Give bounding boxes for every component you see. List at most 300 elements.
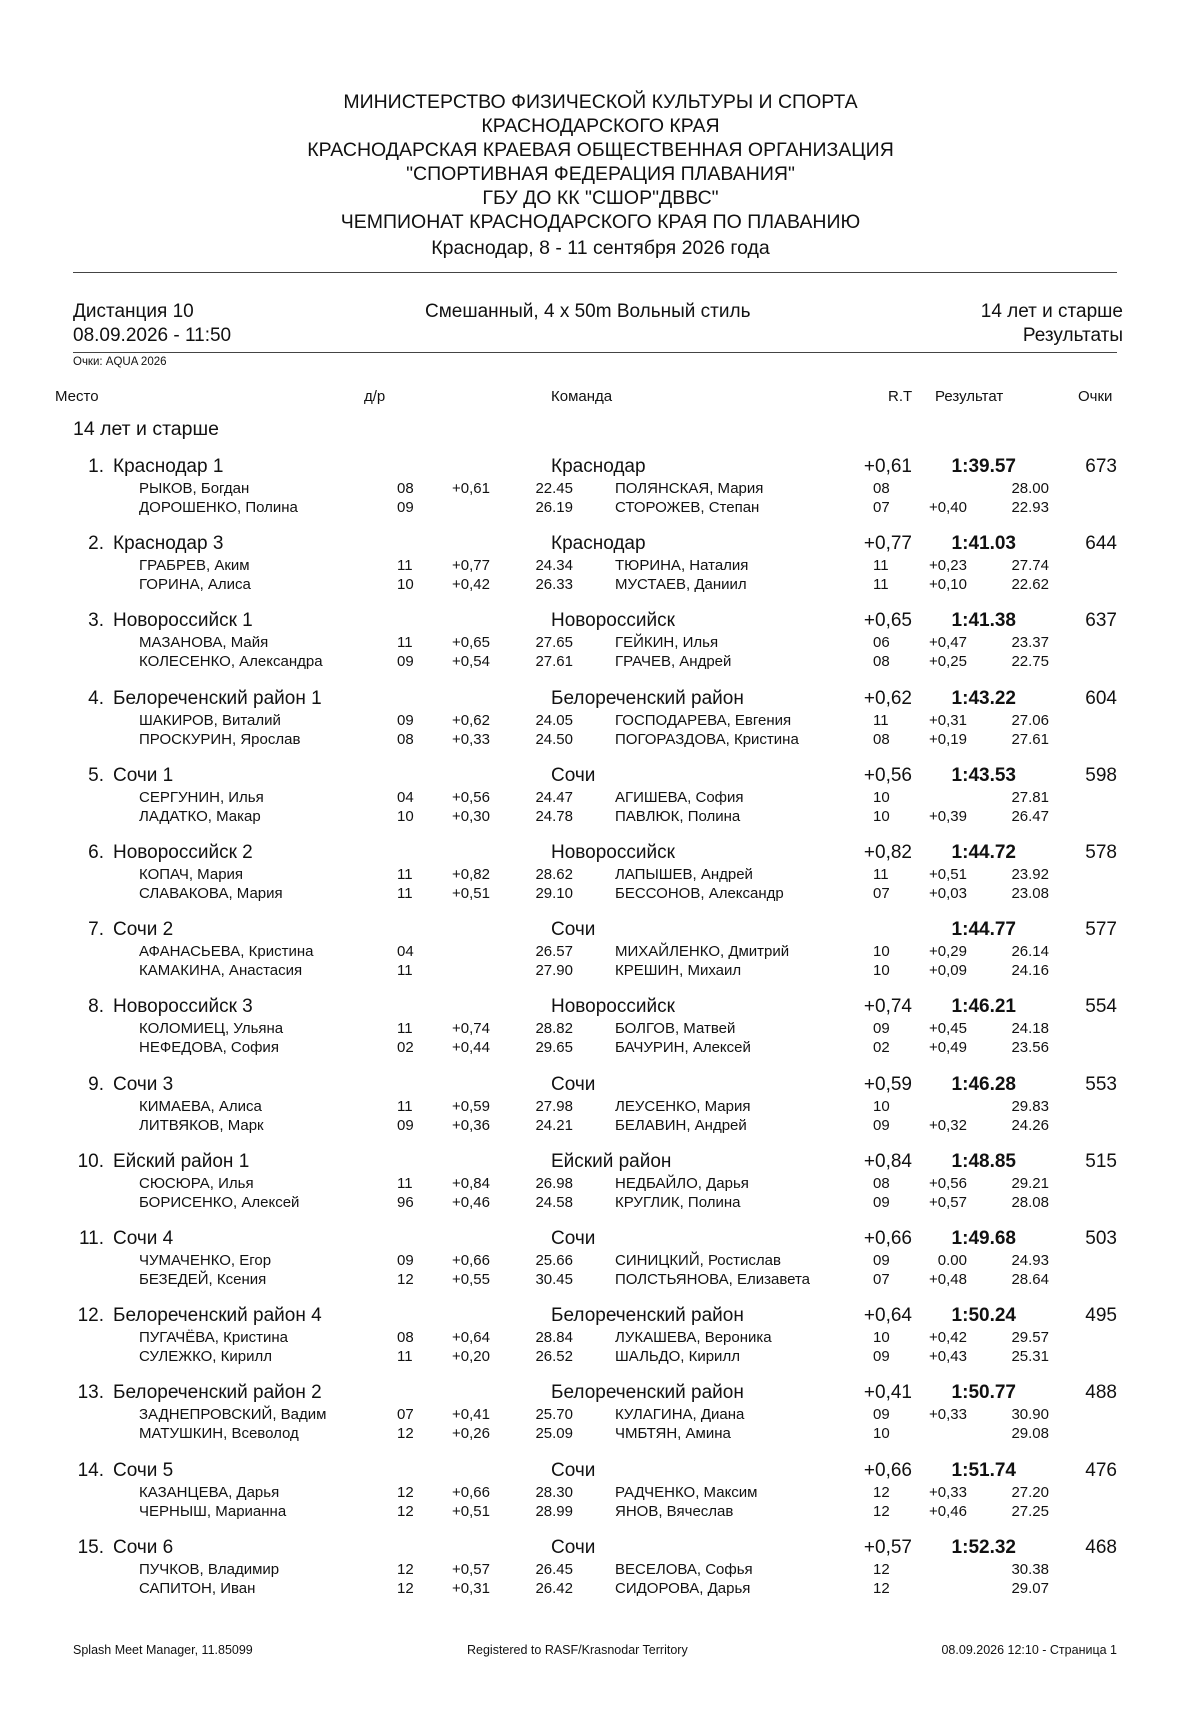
swimmer-split: 30.45 — [535, 1271, 573, 1288]
team-place: 7. — [88, 919, 104, 940]
team-result-time: 1:50.24 — [951, 1305, 1016, 1326]
team-result-time: 1:44.77 — [951, 919, 1016, 940]
team-place: 2. — [88, 533, 104, 554]
swimmer-reaction-time: 0.00 — [937, 1252, 967, 1269]
swimmer-reaction-time: +0,77 — [452, 557, 490, 574]
event-results-label: Результаты — [1022, 325, 1123, 346]
swimmer-name: ДОРОШЕНКО, Полина — [139, 499, 298, 516]
event-name: Смешанный, 4 x 50m Вольный стиль — [425, 301, 751, 322]
swimmer-birth-year: 11 — [397, 885, 413, 902]
swimmer-name: ШАЛЬДО, Кирилл — [615, 1348, 740, 1365]
team-place: 10. — [77, 1151, 104, 1172]
team-place: 5. — [88, 765, 104, 786]
team-club: Ейский район — [551, 1151, 672, 1172]
swimmer-birth-year: 08 — [873, 731, 890, 748]
swimmer-reaction-time: +0,09 — [929, 962, 967, 979]
swimmer-reaction-time: +0,32 — [929, 1117, 967, 1134]
swimmer-reaction-time: +0,39 — [929, 808, 967, 825]
swimmer-name: ЛАДАТКО, Макар — [139, 808, 261, 825]
swimmer-split: 28.99 — [535, 1503, 573, 1520]
swimmer-split: 26.14 — [1011, 943, 1049, 960]
team-points: 488 — [1085, 1382, 1117, 1403]
team-reaction-time: +0,82 — [863, 842, 912, 863]
team-result-time: 1:43.53 — [951, 765, 1016, 786]
team-result-time: 1:48.85 — [951, 1151, 1016, 1172]
event-age-group: 14 лет и старше — [980, 301, 1123, 322]
swimmer-split: 26.33 — [535, 576, 573, 593]
swimmer-split: 23.08 — [1011, 885, 1049, 902]
team-club: Новороссийск — [551, 996, 675, 1017]
swimmer-split: 28.08 — [1011, 1194, 1049, 1211]
team-reaction-time: +0,41 — [863, 1382, 912, 1403]
swimmer-birth-year: 11 — [397, 1020, 413, 1037]
team-reaction-time: +0,77 — [863, 533, 912, 554]
swimmer-birth-year: 08 — [397, 1329, 414, 1346]
swimmer-name: МУСТАЕВ, Даниил — [615, 576, 747, 593]
team-points: 644 — [1085, 533, 1117, 554]
swimmer-birth-year: 07 — [873, 885, 890, 902]
swimmer-name: ЛАПЫШЕВ, Андрей — [615, 866, 753, 883]
swimmer-birth-year: 11 — [397, 962, 413, 979]
swimmer-name: БОЛГОВ, Матвей — [615, 1020, 736, 1037]
swimmer-name: ПАВЛЮК, Полина — [615, 808, 741, 825]
swimmer-reaction-time: +0,55 — [452, 1271, 490, 1288]
swimmer-name: ЧЕРНЫШ, Марианна — [139, 1503, 287, 1520]
swimmer-split: 23.56 — [1011, 1039, 1049, 1056]
swimmer-birth-year: 09 — [873, 1020, 890, 1037]
swimmer-name: ЧМБТЯН, Амина — [615, 1425, 731, 1442]
team-club: Краснодар — [551, 533, 646, 554]
swimmer-name: ПУГАЧЁВА, Кристина — [139, 1329, 288, 1346]
team-result-time: 1:52.32 — [951, 1537, 1016, 1558]
swimmer-split: 28.64 — [1011, 1271, 1049, 1288]
swimmer-reaction-time: +0,43 — [929, 1348, 967, 1365]
swimmer-split: 24.58 — [535, 1194, 573, 1211]
swimmer-split: 28.82 — [535, 1020, 573, 1037]
team-club: Новороссийск — [551, 842, 675, 863]
team-points: 553 — [1085, 1074, 1117, 1095]
swimmer-split: 25.31 — [1011, 1348, 1049, 1365]
swimmer-split: 28.30 — [535, 1484, 573, 1501]
swimmer-name: КИМАЕВА, Алиса — [139, 1098, 262, 1115]
swimmer-birth-year: 09 — [873, 1194, 890, 1211]
team-club: Сочи — [551, 765, 596, 786]
team-place: 12. — [77, 1305, 104, 1326]
swimmer-split: 29.57 — [1011, 1329, 1049, 1346]
team-club: Сочи — [551, 1074, 596, 1095]
team-reaction-time: +0,66 — [863, 1460, 912, 1481]
swimmer-name: БАЧУРИН, Алексей — [615, 1039, 751, 1056]
swimmer-birth-year: 12 — [397, 1503, 414, 1520]
swimmer-birth-year: 10 — [397, 576, 414, 593]
swimmer-split: 28.00 — [1011, 480, 1049, 497]
swimmer-split: 24.21 — [535, 1117, 573, 1134]
swimmer-split: 23.37 — [1011, 634, 1049, 651]
swimmer-split: 24.34 — [535, 557, 573, 574]
swimmer-name: БЕЗЕДЕЙ, Ксения — [139, 1271, 267, 1288]
swimmer-name: ГЕЙКИН, Илья — [615, 634, 719, 651]
team-name: Ейский район 1 — [113, 1151, 250, 1172]
swimmer-birth-year: 09 — [873, 1117, 890, 1134]
swimmer-reaction-time: +0,45 — [929, 1020, 967, 1037]
col-rt: R.T — [888, 388, 913, 405]
swimmer-split: 27.65 — [535, 634, 573, 651]
swimmer-name: СИНИЦКИЙ, Ростислав — [615, 1252, 781, 1269]
team-name: Сочи 4 — [113, 1228, 174, 1249]
swimmer-birth-year: 07 — [873, 499, 890, 516]
swimmer-reaction-time: +0,42 — [452, 576, 490, 593]
team-reaction-time: +0,56 — [863, 765, 912, 786]
swimmer-birth-year: 12 — [873, 1561, 890, 1578]
team-points: 578 — [1085, 842, 1117, 863]
swimmer-name: РАДЧЕНКО, Максим — [615, 1484, 758, 1501]
swimmer-birth-year: 11 — [397, 634, 413, 651]
swimmer-name: АГИШЕВА, София — [615, 789, 744, 806]
swimmer-split: 24.93 — [1011, 1252, 1049, 1269]
swimmer-reaction-time: +0,66 — [452, 1484, 490, 1501]
swimmer-name: КОПАЧ, Мария — [139, 866, 244, 883]
swimmer-reaction-time: +0,74 — [452, 1020, 490, 1037]
footer-software: Splash Meet Manager, 11.85099 — [73, 1643, 253, 1657]
swimmer-reaction-time: +0,42 — [929, 1329, 967, 1346]
swimmer-birth-year: 09 — [397, 712, 414, 729]
swimmer-name: ЯНОВ, Вячеслав — [615, 1503, 734, 1520]
swimmer-birth-year: 11 — [873, 576, 889, 593]
swimmer-split: 29.08 — [1011, 1425, 1049, 1442]
footer-registered: Registered to RASF/Krasnodar Territory — [467, 1643, 688, 1657]
swimmer-birth-year: 11 — [873, 712, 889, 729]
swimmer-name: ГРАБРЕВ, Аким — [139, 557, 250, 574]
team-club: Новороссийск — [551, 610, 675, 631]
swimmer-name: ВЕСЕЛОВА, Софья — [615, 1561, 753, 1578]
header-line-5: ГБУ ДО КК "СШОР"ДВВС" — [482, 187, 719, 209]
team-reaction-time: +0,64 — [863, 1305, 912, 1326]
team-result-time: 1:49.68 — [951, 1228, 1016, 1249]
swimmer-name: НЕДБАЙЛО, Дарья — [615, 1175, 749, 1192]
swimmer-name: ЧУМАЧЕНКО, Егор — [139, 1252, 272, 1269]
team-points: 604 — [1085, 688, 1117, 709]
swimmer-reaction-time: +0,40 — [929, 499, 967, 516]
team-place: 1. — [88, 456, 104, 477]
swimmer-split: 29.21 — [1011, 1175, 1049, 1192]
swimmer-name: МИХАЙЛЕНКО, Дмитрий — [615, 943, 790, 960]
swimmer-reaction-time: +0,54 — [452, 653, 490, 670]
points-note: Очки: AQUA 2026 — [73, 356, 167, 368]
swimmer-split: 25.66 — [535, 1252, 573, 1269]
swimmer-birth-year: 09 — [873, 1406, 890, 1423]
swimmer-reaction-time: +0,64 — [452, 1329, 490, 1346]
swimmer-split: 25.70 — [535, 1406, 573, 1423]
team-reaction-time: +0,57 — [863, 1537, 912, 1558]
team-points: 598 — [1085, 765, 1117, 786]
swimmer-split: 27.90 — [535, 962, 573, 979]
swimmer-split: 22.93 — [1011, 499, 1049, 516]
swimmer-birth-year: 12 — [873, 1484, 890, 1501]
swimmer-split: 26.42 — [535, 1580, 573, 1597]
swimmer-reaction-time: +0,51 — [929, 866, 967, 883]
swimmer-split: 26.47 — [1011, 808, 1049, 825]
swimmer-birth-year: 06 — [873, 634, 890, 651]
swimmer-reaction-time: +0,33 — [929, 1484, 967, 1501]
swimmer-birth-year: 07 — [397, 1406, 414, 1423]
swimmer-name: ПУЧКОВ, Владимир — [139, 1561, 280, 1578]
team-place: 6. — [88, 842, 104, 863]
swimmer-birth-year: 12 — [397, 1425, 414, 1442]
swimmer-name: МАЗАНОВА, Майя — [139, 634, 269, 651]
team-name: Краснодар 3 — [113, 533, 224, 554]
event-distance: Дистанция 10 — [73, 301, 194, 322]
team-result-time: 1:46.21 — [951, 996, 1016, 1017]
swimmer-name: ГОСПОДАРЕВА, Евгения — [615, 712, 792, 729]
group-title: 14 лет и старше — [73, 418, 219, 440]
team-name: Белореченский район 4 — [113, 1305, 322, 1326]
header-line-6: ЧЕМПИОНАТ КРАСНОДАРСКОГО КРАЯ ПО ПЛАВАНИЮ — [340, 211, 861, 233]
swimmer-name: САПИТОН, Иван — [139, 1580, 256, 1597]
team-result-time: 1:50.77 — [951, 1382, 1016, 1403]
swimmer-reaction-time: +0,47 — [929, 634, 967, 651]
team-reaction-time: +0,59 — [863, 1074, 912, 1095]
swimmer-birth-year: 10 — [873, 962, 890, 979]
team-club: Сочи — [551, 1537, 596, 1558]
col-points: Очки — [1078, 388, 1113, 405]
swimmer-reaction-time: +0,57 — [929, 1194, 967, 1211]
header-rule — [73, 272, 1117, 273]
team-reaction-time: +0,74 — [863, 996, 912, 1017]
swimmer-reaction-time: +0,23 — [929, 557, 967, 574]
swimmer-reaction-time: +0,03 — [929, 885, 967, 902]
swimmer-birth-year: 08 — [397, 731, 414, 748]
swimmer-split: 26.45 — [535, 1561, 573, 1578]
swimmer-name: СЮСЮРА, Илья — [139, 1175, 254, 1192]
swimmer-split: 26.52 — [535, 1348, 573, 1365]
swimmer-split: 28.84 — [535, 1329, 573, 1346]
team-reaction-time: +0,61 — [863, 456, 912, 477]
swimmer-birth-year: 10 — [873, 808, 890, 825]
swimmer-split: 26.57 — [535, 943, 573, 960]
swimmer-birth-year: 09 — [873, 1252, 890, 1269]
swimmer-reaction-time: +0,56 — [452, 789, 490, 806]
team-result-time: 1:46.28 — [951, 1074, 1016, 1095]
swimmer-reaction-time: +0,59 — [452, 1098, 490, 1115]
swimmer-name: ГОРИНА, Алиса — [139, 576, 251, 593]
team-club: Белореченский район — [551, 688, 744, 709]
swimmer-split: 22.62 — [1011, 576, 1049, 593]
swimmer-split: 27.61 — [1011, 731, 1049, 748]
header-line-4: "СПОРТИВНАЯ ФЕДЕРАЦИЯ ПЛАВАНИЯ" — [406, 163, 795, 185]
swimmer-name: ЗАДНЕПРОВСКИЙ, Вадим — [139, 1406, 327, 1423]
team-points: 515 — [1085, 1151, 1117, 1172]
swimmer-birth-year: 96 — [397, 1194, 414, 1211]
swimmer-name: МАТУШКИН, Всеволод — [139, 1425, 299, 1442]
swimmer-split: 24.18 — [1011, 1020, 1049, 1037]
swimmer-reaction-time: +0,44 — [452, 1039, 490, 1056]
header-line-2: КРАСНОДАРСКОГО КРАЯ — [481, 115, 720, 137]
swimmer-birth-year: 09 — [873, 1348, 890, 1365]
swimmer-birth-year: 09 — [397, 1117, 414, 1134]
team-result-time: 1:44.72 — [951, 842, 1016, 863]
swimmer-birth-year: 11 — [397, 1348, 413, 1365]
swimmer-split: 24.47 — [535, 789, 573, 806]
team-name: Сочи 1 — [113, 765, 174, 786]
team-result-time: 1:39.57 — [951, 456, 1016, 477]
swimmer-reaction-time: +0,19 — [929, 731, 967, 748]
swimmer-split: 30.38 — [1011, 1561, 1049, 1578]
swimmer-reaction-time: +0,48 — [929, 1271, 967, 1288]
swimmer-reaction-time: +0,82 — [452, 866, 490, 883]
swimmer-split: 29.10 — [535, 885, 573, 902]
swimmer-birth-year: 11 — [397, 1175, 413, 1192]
swimmer-birth-year: 09 — [397, 1252, 414, 1269]
swimmer-name: СЕРГУНИН, Илья — [139, 789, 264, 806]
swimmer-birth-year: 12 — [873, 1503, 890, 1520]
team-place: 8. — [88, 996, 104, 1017]
swimmer-name: КАЗАНЦЕВА, Дарья — [139, 1484, 280, 1501]
swimmer-birth-year: 12 — [873, 1580, 890, 1597]
team-name: Сочи 6 — [113, 1537, 174, 1558]
swimmer-birth-year: 10 — [873, 943, 890, 960]
swimmer-birth-year: 10 — [873, 1425, 890, 1442]
team-points: 476 — [1085, 1460, 1117, 1481]
swimmer-birth-year: 02 — [873, 1039, 890, 1056]
col-place: Место — [55, 388, 99, 405]
swimmer-split: 27.61 — [535, 653, 573, 670]
team-place: 14. — [77, 1460, 104, 1481]
swimmer-split: 23.92 — [1011, 866, 1049, 883]
footer-printed: 08.09.2026 12:10 - Страница 1 — [941, 1643, 1117, 1657]
swimmer-reaction-time: +0,41 — [452, 1406, 490, 1423]
meta-rule — [73, 352, 1117, 353]
swimmer-split: 27.20 — [1011, 1484, 1049, 1501]
swimmer-reaction-time: +0,31 — [452, 1580, 490, 1597]
swimmer-birth-year: 11 — [397, 1098, 413, 1115]
swimmer-reaction-time: +0,20 — [452, 1348, 490, 1365]
swimmer-name: СУЛЕЖКО, Кирилл — [139, 1348, 272, 1365]
swimmer-split: 27.25 — [1011, 1503, 1049, 1520]
swimmer-split: 29.07 — [1011, 1580, 1049, 1597]
swimmer-name: КУЛАГИНА, Диана — [615, 1406, 745, 1423]
team-result-time: 1:41.03 — [951, 533, 1016, 554]
swimmer-birth-year: 02 — [397, 1039, 414, 1056]
swimmer-birth-year: 12 — [397, 1484, 414, 1501]
team-club: Краснодар — [551, 456, 646, 477]
swimmer-reaction-time: +0,57 — [452, 1561, 490, 1578]
swimmer-split: 27.06 — [1011, 712, 1049, 729]
swimmer-name: РЫКОВ, Богдан — [139, 480, 250, 497]
swimmer-name: ЛЕУСЕНКО, Мария — [615, 1098, 751, 1115]
swimmer-split: 24.50 — [535, 731, 573, 748]
swimmer-split: 29.83 — [1011, 1098, 1049, 1115]
swimmer-reaction-time: +0,36 — [452, 1117, 490, 1134]
swimmer-name: ПОГОРАЗДОВА, Кристина — [615, 731, 799, 748]
team-name: Новороссийск 1 — [113, 610, 253, 631]
swimmer-name: КАМАКИНА, Анастасия — [139, 962, 303, 979]
swimmer-split: 30.90 — [1011, 1406, 1049, 1423]
swimmer-reaction-time: +0,49 — [929, 1039, 967, 1056]
swimmer-name: ПРОСКУРИН, Ярослав — [139, 731, 301, 748]
team-name: Белореченский район 1 — [113, 688, 322, 709]
team-name: Краснодар 1 — [113, 456, 224, 477]
swimmer-name: БОРИСЕНКО, Алексей — [139, 1194, 300, 1211]
swimmer-split: 24.05 — [535, 712, 573, 729]
team-points: 554 — [1085, 996, 1117, 1017]
swimmer-reaction-time: +0,56 — [929, 1175, 967, 1192]
swimmer-birth-year: 11 — [397, 866, 413, 883]
swimmer-birth-year: 08 — [873, 653, 890, 670]
swimmer-reaction-time: +0,26 — [452, 1425, 490, 1442]
team-place: 15. — [77, 1537, 104, 1558]
swimmer-birth-year: 11 — [873, 866, 889, 883]
swimmer-name: НЕФЕДОВА, София — [139, 1039, 279, 1056]
swimmer-name: ЛУКАШЕВА, Вероника — [615, 1329, 772, 1346]
team-points: 637 — [1085, 610, 1117, 631]
swimmer-split: 26.19 — [535, 499, 573, 516]
swimmer-reaction-time: +0,66 — [452, 1252, 490, 1269]
swimmer-name: КОЛЕСЕНКО, Александра — [139, 653, 323, 670]
swimmer-split: 27.98 — [535, 1098, 573, 1115]
team-club: Сочи — [551, 919, 596, 940]
swimmer-split: 25.09 — [535, 1425, 573, 1442]
swimmer-split: 24.16 — [1011, 962, 1049, 979]
header-line-3: КРАСНОДАРСКАЯ КРАЕВАЯ ОБЩЕСТВЕННАЯ ОРГАНИЗАЦИЯ — [307, 139, 894, 161]
swimmer-birth-year: 04 — [397, 789, 414, 806]
team-name: Белореченский район 2 — [113, 1382, 322, 1403]
team-place: 11. — [78, 1228, 104, 1249]
col-birth: д/р — [364, 388, 386, 405]
swimmer-name: АФАНАСЬЕВА, Кристина — [139, 943, 314, 960]
team-name: Сочи 2 — [113, 919, 174, 940]
swimmer-name: КРЕШИН, Михаил — [615, 962, 742, 979]
team-name: Новороссийск 2 — [113, 842, 253, 863]
team-name: Сочи 3 — [113, 1074, 174, 1095]
swimmer-reaction-time: +0,33 — [452, 731, 490, 748]
swimmer-reaction-time: +0,10 — [929, 576, 967, 593]
swimmer-split: 26.98 — [535, 1175, 573, 1192]
team-club: Белореченский район — [551, 1305, 744, 1326]
swimmer-name: ПОЛСТЬЯНОВА, Елизавета — [615, 1271, 811, 1288]
swimmer-name: ПОЛЯНСКАЯ, Мария — [615, 480, 764, 497]
team-points: 503 — [1085, 1228, 1117, 1249]
swimmer-split: 22.75 — [1011, 653, 1049, 670]
team-points: 577 — [1085, 919, 1117, 940]
team-club: Сочи — [551, 1460, 596, 1481]
swimmer-birth-year: 09 — [397, 653, 414, 670]
swimmer-birth-year: 10 — [397, 808, 414, 825]
swimmer-birth-year: 04 — [397, 943, 414, 960]
swimmer-reaction-time: +0,61 — [452, 480, 490, 497]
swimmer-birth-year: 10 — [873, 1329, 890, 1346]
col-result: Результат — [935, 388, 1004, 405]
swimmer-split: 28.62 — [535, 866, 573, 883]
swimmer-split: 27.81 — [1011, 789, 1049, 806]
team-reaction-time: +0,84 — [863, 1151, 912, 1172]
swimmer-reaction-time: +0,51 — [452, 885, 490, 902]
header-line-1: МИНИСТЕРСТВО ФИЗИЧЕСКОЙ КУЛЬТУРЫ И СПОРТА — [343, 91, 858, 113]
swimmer-reaction-time: +0,25 — [929, 653, 967, 670]
team-reaction-time: +0,62 — [863, 688, 912, 709]
swimmer-name: ШАКИРОВ, Виталий — [139, 712, 281, 729]
swimmer-split: 29.65 — [535, 1039, 573, 1056]
swimmer-birth-year: 11 — [397, 557, 413, 574]
swimmer-birth-year: 08 — [873, 1175, 890, 1192]
swimmer-split: 24.78 — [535, 808, 573, 825]
team-reaction-time: +0,66 — [863, 1228, 912, 1249]
swimmer-reaction-time: +0,29 — [929, 943, 967, 960]
swimmer-reaction-time: +0,46 — [929, 1503, 967, 1520]
team-result-time: 1:51.74 — [951, 1460, 1016, 1481]
team-points: 495 — [1085, 1305, 1117, 1326]
swimmer-reaction-time: +0,30 — [452, 808, 490, 825]
swimmer-birth-year: 10 — [873, 789, 890, 806]
